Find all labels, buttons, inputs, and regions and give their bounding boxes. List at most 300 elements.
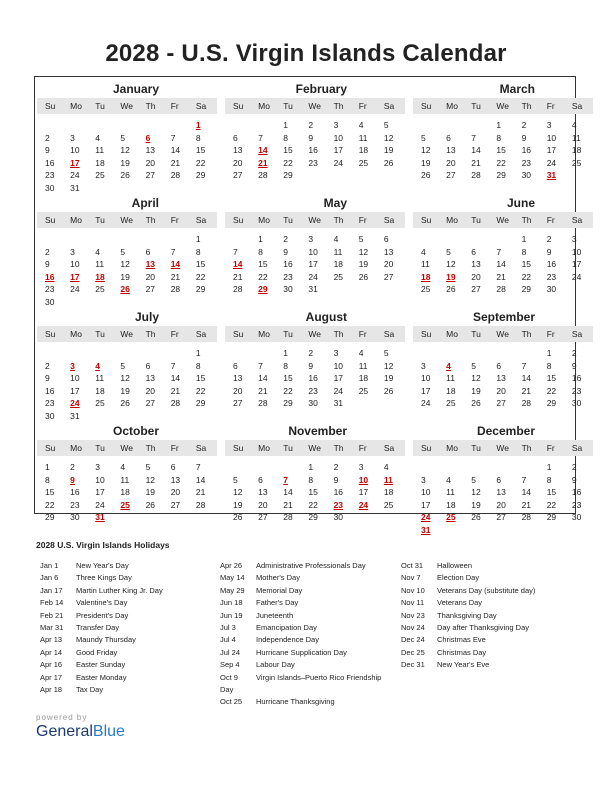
day-cell: 11 (95, 259, 105, 269)
weekday-label: Tu (283, 215, 293, 225)
day-cell: 13 (170, 474, 181, 485)
weekday-label: Fr (546, 215, 555, 225)
day-cell: 15 (308, 487, 318, 497)
day-cell: 5 (145, 462, 151, 472)
day-cell: 16 (333, 487, 344, 497)
day-cell: 5 (358, 234, 364, 244)
day-cell: 11 (95, 373, 105, 383)
day-cell: 1 (521, 234, 527, 244)
day-cell: 26 (120, 284, 130, 294)
empty-day-cell (518, 347, 543, 360)
month-december (413, 423, 593, 536)
day-cell: 15 (546, 373, 557, 383)
month-name: September (472, 310, 535, 324)
day-cell: 9 (333, 474, 339, 485)
day-cell: 5 (120, 246, 126, 257)
weekday-label: We (496, 101, 510, 111)
day-cell: 12 (471, 487, 481, 497)
day-cell: 4 (383, 462, 389, 472)
day-cell: 21 (258, 385, 268, 396)
day-cell: 7 (170, 246, 176, 257)
day-cell: 12 (471, 373, 481, 383)
day-cell: 16 (70, 487, 80, 497)
weekday-label: We (308, 443, 322, 453)
holiday-name: New Year's Eve (437, 660, 490, 670)
holiday-date: Oct 9 (220, 672, 238, 682)
day-cell: 4 (446, 360, 451, 371)
day-cell: 28 (471, 170, 481, 180)
day-cell: 22 (283, 157, 293, 168)
holiday-name: Christmas Day (437, 647, 487, 657)
day-cell: 10 (70, 259, 80, 269)
holiday-name: Hurricane Thanksgiving (256, 697, 335, 707)
day-cell: 3 (70, 246, 75, 257)
day-cell: 30 (571, 398, 582, 408)
day-cell: 22 (308, 499, 318, 510)
holiday-name: Juneteenth (256, 610, 294, 620)
month-april (37, 195, 217, 308)
day-cell: 6 (233, 360, 238, 371)
day-cell: 24 (421, 398, 431, 408)
weekday-label: Tu (95, 329, 105, 339)
day-cell: 1 (546, 348, 552, 358)
empty-day-cell (279, 461, 304, 474)
day-cell: 6 (170, 462, 176, 472)
day-cell: 17 (546, 145, 557, 155)
holiday-date: Dec 31 (401, 660, 425, 670)
day-cell: 23 (45, 284, 55, 294)
holiday-row (40, 684, 163, 696)
holiday-row (40, 634, 163, 646)
day-cell: 11 (95, 145, 105, 155)
day-cell: 29 (496, 170, 506, 180)
day-cell: 14 (258, 373, 268, 383)
weekday-label: Tu (471, 101, 481, 111)
holiday-date: Nov 7 (401, 573, 421, 583)
month-name: November (288, 424, 347, 438)
day-cell: 9 (45, 373, 50, 383)
day-cell: 8 (308, 474, 314, 485)
day-cell: 13 (496, 373, 506, 383)
weekday-label: We (496, 443, 510, 453)
day-cell: 26 (145, 499, 156, 510)
holiday-row (401, 647, 535, 659)
day-cell: 14 (521, 487, 532, 497)
day-cell: 14 (170, 373, 181, 383)
day-cell: 25 (446, 398, 456, 408)
day-cell: 27 (145, 170, 156, 180)
holiday-date: Jul 24 (220, 647, 241, 657)
holiday-name: Three Kings Day (76, 573, 132, 583)
day-cell: 29 (283, 170, 293, 180)
day-cell: 20 (145, 271, 156, 282)
weekday-header (37, 440, 217, 456)
day-cell: 14 (496, 259, 506, 269)
holiday-date: Jul 4 (220, 635, 236, 645)
day-cell: 27 (233, 398, 243, 408)
day-cell: 30 (333, 512, 344, 522)
day-cell: 7 (195, 462, 201, 472)
day-cell: 23 (70, 499, 80, 510)
weekday-label: Sa (195, 101, 207, 111)
day-cell: 10 (95, 474, 105, 485)
empty-day-cell (442, 461, 467, 474)
day-cell: 26 (120, 398, 130, 408)
day-cell: 25 (571, 157, 582, 168)
empty-day-cell (417, 119, 442, 132)
day-cell: 4 (95, 132, 101, 143)
day-cell: 18 (358, 373, 369, 383)
day-cell: 10 (421, 373, 431, 383)
weekday-label: Su (233, 443, 244, 453)
weekday-label: Su (421, 329, 432, 339)
month-september (413, 309, 593, 410)
day-cell: 7 (233, 246, 238, 257)
day-cell: 11 (333, 246, 343, 257)
day-cell: 16 (521, 145, 532, 155)
weekday-label: Tu (283, 101, 293, 111)
weekday-label: Mo (446, 215, 458, 225)
empty-day-cell (492, 233, 517, 246)
holiday-row (220, 622, 381, 634)
holiday-name: Veterans Day (substitute day) (437, 585, 536, 595)
weekday-label: Su (421, 101, 432, 111)
day-cell: 5 (383, 120, 389, 130)
day-cell: 11 (120, 474, 130, 485)
holiday-row (40, 572, 163, 584)
day-cell: 27 (383, 271, 394, 282)
day-cell: 31 (70, 182, 80, 193)
month-name: June (506, 196, 535, 210)
weekday-label: Sa (571, 101, 583, 111)
day-cell: 8 (283, 132, 289, 143)
day-cell: 24 (358, 499, 369, 510)
weekday-label: Th (145, 101, 156, 111)
day-cell: 22 (45, 499, 55, 510)
weekday-label: We (120, 215, 134, 225)
day-cell: 22 (521, 271, 532, 282)
day-cell: 28 (233, 284, 243, 294)
day-cell: 10 (333, 132, 344, 143)
weekday-header (225, 212, 405, 228)
weekday-label: Mo (70, 101, 82, 111)
weekday-header (37, 98, 217, 114)
day-cell: 27 (446, 170, 456, 180)
day-cell: 18 (95, 157, 105, 168)
day-cell: 28 (170, 398, 181, 408)
day-cell: 31 (308, 284, 318, 294)
day-cell: 16 (45, 271, 55, 282)
day-cell: 28 (170, 170, 181, 180)
day-cell: 28 (521, 398, 532, 408)
day-cell: 8 (258, 246, 263, 257)
day-cell: 22 (258, 271, 268, 282)
day-cell: 23 (546, 271, 557, 282)
day-cell: 12 (421, 145, 431, 155)
day-cell: 25 (95, 398, 105, 408)
day-cell: 21 (195, 487, 206, 497)
day-cell: 29 (283, 398, 293, 408)
holiday-name: New Year's Day (76, 561, 129, 570)
day-cell: 25 (383, 499, 394, 510)
weekday-label: Su (233, 215, 244, 225)
month-name: December (476, 424, 535, 438)
day-cell: 22 (546, 385, 557, 396)
weekday-label: Fr (358, 329, 367, 339)
day-cell: 29 (45, 512, 55, 522)
weekday-label: Th (333, 329, 344, 339)
day-cell: 16 (571, 487, 582, 497)
day-cell: 17 (333, 145, 344, 155)
day-cell: 21 (170, 385, 181, 396)
day-cell: 25 (358, 385, 369, 396)
day-cell: 8 (546, 360, 552, 371)
holiday-row (220, 696, 381, 708)
empty-day-cell (66, 347, 91, 360)
day-cell: 27 (145, 284, 156, 294)
day-cell: 15 (195, 259, 206, 269)
day-cell: 28 (283, 512, 293, 522)
day-cell: 27 (496, 398, 506, 408)
holiday-list-column (220, 560, 381, 709)
day-cell: 17 (333, 373, 344, 383)
day-grid (225, 347, 405, 410)
day-cell: 25 (95, 170, 105, 180)
holiday-date: Sep 4 (220, 660, 240, 670)
day-cell: 5 (446, 246, 451, 257)
day-cell: 24 (95, 499, 105, 510)
holiday-row (220, 684, 381, 696)
day-cell: 3 (333, 120, 339, 130)
day-cell: 27 (233, 170, 243, 180)
weekday-header (225, 98, 405, 114)
weekday-label: Tu (95, 215, 105, 225)
day-cell: 9 (571, 360, 577, 371)
day-cell: 20 (145, 157, 156, 168)
empty-day-cell (142, 347, 167, 360)
day-cell: 11 (358, 360, 368, 371)
day-cell: 14 (283, 487, 293, 497)
day-cell: 1 (195, 348, 201, 358)
empty-day-cell (229, 461, 254, 474)
holiday-name: Tax Day (76, 684, 104, 694)
weekday-label: We (308, 329, 322, 339)
day-cell: 15 (496, 145, 506, 155)
day-cell: 13 (145, 145, 156, 155)
day-cell: 20 (446, 157, 456, 168)
holiday-row (220, 597, 381, 609)
day-cell: 31 (333, 398, 344, 408)
day-cell: 2 (308, 348, 314, 358)
day-cell: 30 (283, 284, 293, 294)
holiday-date: May 14 (220, 573, 245, 583)
holiday-date: Oct 25 (220, 697, 243, 707)
day-cell: 8 (283, 360, 289, 371)
day-cell: 24 (333, 385, 344, 396)
day-grid (37, 461, 217, 524)
empty-day-cell (442, 119, 467, 132)
empty-day-cell (116, 347, 141, 360)
day-cell: 12 (120, 373, 130, 383)
holiday-row (40, 585, 163, 597)
holiday-name: Veterans Day (437, 598, 483, 608)
weekday-label: Sa (571, 443, 583, 453)
day-grid (37, 119, 217, 194)
day-cell: 18 (446, 499, 456, 510)
day-cell: 21 (258, 157, 268, 168)
day-cell: 6 (446, 132, 451, 143)
day-cell: 23 (45, 398, 55, 408)
brand-name (36, 723, 125, 741)
weekday-label: Tu (95, 443, 105, 453)
holiday-row (40, 622, 163, 634)
day-cell: 15 (258, 259, 268, 269)
day-cell: 8 (195, 246, 201, 257)
day-cell: 8 (496, 132, 502, 143)
day-cell: 5 (120, 360, 126, 371)
holiday-name: Father's Day (256, 598, 299, 608)
holiday-row (401, 572, 535, 584)
day-cell: 3 (333, 348, 339, 358)
day-cell: 11 (358, 132, 368, 143)
day-cell: 18 (571, 145, 582, 155)
day-grid (37, 233, 217, 308)
holiday-name: Martin Luther King Jr. Day (76, 585, 163, 595)
day-cell: 26 (383, 385, 394, 396)
day-cell: 20 (258, 499, 268, 510)
day-cell: 26 (383, 157, 394, 168)
day-cell: 2 (45, 132, 50, 143)
day-cell: 30 (521, 170, 532, 180)
holiday-row (220, 585, 381, 597)
weekday-label: Sa (195, 329, 207, 339)
day-cell: 30 (546, 284, 557, 294)
day-cell: 10 (70, 373, 80, 383)
brand-logo[interactable] (36, 713, 125, 741)
day-cell: 17 (70, 385, 80, 396)
empty-day-cell (41, 119, 66, 132)
holiday-name: Transfer Day (76, 622, 120, 632)
weekday-label: Th (333, 101, 344, 111)
weekday-label: Su (45, 329, 56, 339)
day-cell: 3 (70, 132, 75, 143)
day-cell: 23 (308, 385, 318, 396)
weekday-label: Mo (446, 443, 458, 453)
weekday-label: Th (521, 215, 532, 225)
day-cell: 21 (521, 499, 532, 510)
day-cell: 5 (233, 474, 238, 485)
weekday-label: Su (45, 443, 56, 453)
day-cell: 22 (195, 385, 206, 396)
day-cell: 28 (195, 499, 206, 510)
day-cell: 9 (45, 259, 50, 269)
day-cell: 17 (70, 157, 80, 168)
day-cell: 14 (233, 259, 243, 269)
day-cell: 1 (496, 120, 502, 130)
weekday-label: Mo (70, 329, 82, 339)
day-cell: 26 (120, 170, 130, 180)
day-cell: 25 (358, 157, 369, 168)
holiday-name: Election Day (437, 573, 480, 583)
holiday-date: Jan 1 (40, 561, 59, 570)
day-cell: 3 (546, 120, 552, 130)
day-cell: 21 (170, 157, 181, 168)
day-cell: 25 (446, 512, 456, 522)
weekday-label: Su (421, 215, 432, 225)
day-cell: 27 (145, 398, 156, 408)
day-cell: 17 (308, 259, 318, 269)
day-cell: 10 (308, 246, 318, 257)
weekday-label: We (120, 101, 134, 111)
empty-day-cell (41, 347, 66, 360)
day-cell: 13 (145, 373, 156, 383)
day-cell: 31 (95, 512, 105, 522)
day-cell: 21 (496, 271, 506, 282)
day-grid (37, 347, 217, 422)
day-cell: 8 (521, 246, 527, 257)
day-cell: 19 (120, 271, 130, 282)
day-cell: 2 (70, 462, 75, 472)
weekday-label: We (120, 329, 134, 339)
holiday-row (401, 597, 535, 609)
day-cell: 19 (145, 487, 156, 497)
holiday-name: President's Day (76, 610, 129, 620)
day-cell: 15 (45, 487, 55, 497)
day-cell: 9 (70, 474, 75, 485)
weekday-label: Sa (195, 443, 207, 453)
day-cell: 20 (496, 385, 506, 396)
empty-day-cell (66, 233, 91, 246)
day-cell: 19 (446, 271, 456, 282)
holiday-row (401, 585, 535, 597)
day-cell: 18 (421, 271, 431, 282)
weekday-header (225, 326, 405, 342)
holiday-row (220, 634, 381, 646)
day-cell: 1 (283, 120, 289, 130)
day-cell: 18 (446, 385, 456, 396)
day-cell: 14 (170, 259, 181, 269)
day-grid (225, 233, 405, 296)
weekday-label: We (496, 215, 510, 225)
month-august (225, 309, 405, 410)
day-cell: 23 (521, 157, 532, 168)
day-cell: 2 (308, 120, 314, 130)
holiday-date: Apr 26 (220, 561, 243, 570)
day-cell: 23 (45, 170, 55, 180)
day-cell: 25 (333, 271, 344, 282)
day-cell: 6 (233, 132, 238, 143)
day-cell: 12 (446, 259, 456, 269)
empty-day-cell (467, 347, 492, 360)
holiday-date: Nov 24 (401, 622, 425, 632)
empty-day-cell (91, 347, 116, 360)
day-cell: 5 (421, 132, 426, 143)
day-cell: 15 (195, 373, 206, 383)
day-cell: 29 (308, 512, 318, 522)
day-cell: 15 (195, 145, 206, 155)
month-may (225, 195, 405, 296)
month-name: July (134, 310, 159, 324)
day-cell: 31 (546, 170, 557, 180)
day-cell: 13 (383, 246, 394, 257)
day-cell: 8 (45, 474, 50, 485)
day-cell: 22 (195, 271, 206, 282)
holiday-name: Good Friday (76, 647, 118, 657)
day-cell: 9 (308, 360, 314, 371)
powered-by-text: powered by (36, 713, 88, 722)
day-cell: 4 (446, 474, 451, 485)
day-cell: 26 (446, 284, 456, 294)
